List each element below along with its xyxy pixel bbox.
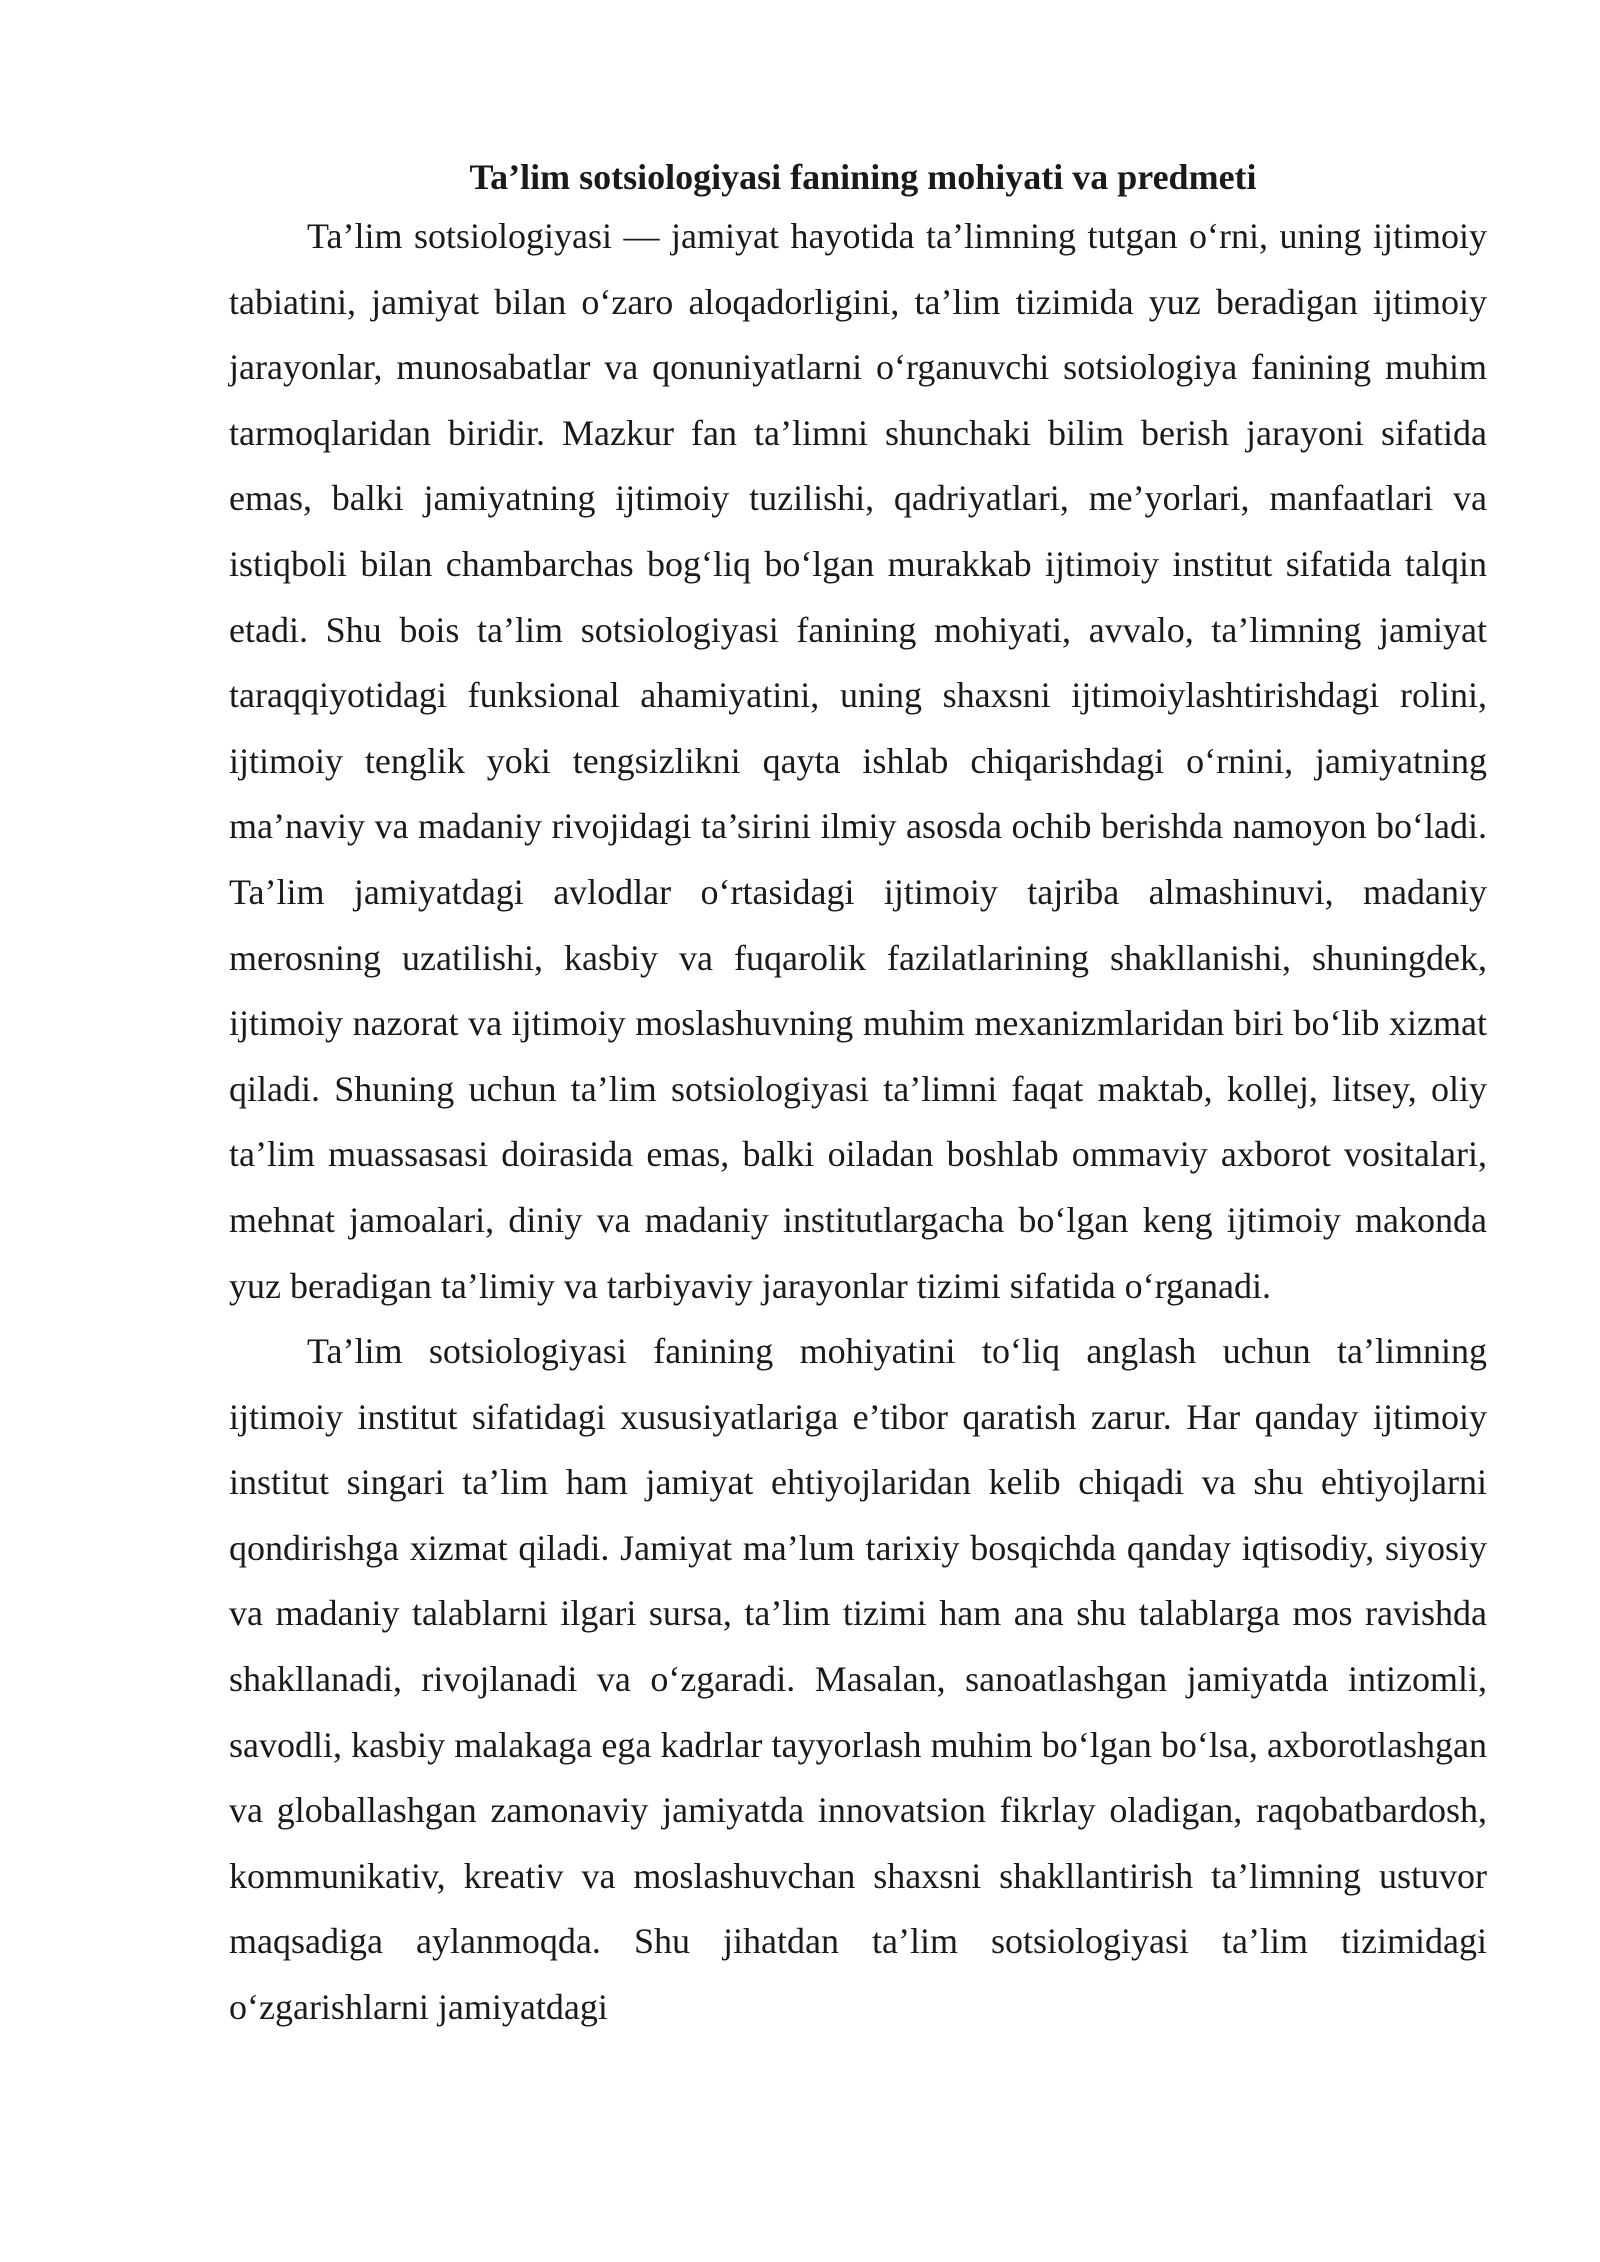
paragraph-2: Ta’lim sotsiologiyasi fanining mohiyatini to‘liq anglash uchun ta’limning ijtimoiy institut sifatidagi xususiyatlariga e’tibor qaratish zarur. Har qanday ijtimoiy institut singari ta’lim ham jamiyat ehtiyojlaridan kelib chiqadi va shu ehtiyojlarni qondirishga xizmat qiladi. Jamiyat ma’lum tarixiy bosqichda qanday iqtisodiy, siyosiy va madaniy talablarni ilgari sursa, ta’lim tizimi ham ana shu talablarga mos ravishda shakllanadi, rivojlanadi va o‘zgaradi. Masalan, sanoatlashgan jamiyatda intizomli, savodli, kasbiy malakaga ega kadrlar tayyorlash muhim bo‘lgan bo‘lsa, axborotlashgan va globallashgan zamonaviy jamiyatda innovatsion fikrlay oladigan, raqobatbardosh, kommunikativ, kreativ va moslashuvchan shaxsni shakllantirish ta’limning ustuvor maqsadiga aylanmoqda. Shu jihatdan ta’lim sotsiologiyasi ta’lim tizimidagi o‘zgarishlarni jamiyatdagi xyxy=(229,1331,1487,2028)
paragraph-1: Ta’lim sotsiologiyasi — jamiyat hayotida ta’limning tutgan o‘rni, uning ijtimoiy tabiatini, jamiyat bilan o‘zaro aloqadorligini, ta’lim tizimida yuz beradigan ijtimoiy jarayonlar, munosabatlar va qonuniyatlarni o‘rganuvchi sotsiologiya fanining muhim tarmoqlaridan biridir. Mazkur fan ta’limni shunchaki bilim berish jarayoni sifatida emas, balki jamiyatning ijtimoiy tuzilishi, qadriyatlari, me’yorlari, manfaatlari va istiqboli bilan chambarchas bog‘liq bo‘lgan murakkab ijtimoiy institut sifatida talqin etadi. Shu bois ta’lim sotsiologiyasi fanining mohiyati, avvalo, ta’limning jamiyat taraqqiyotidagi funksional ahamiyatini, uning shaxsni ijtimoiylashtirishdagi rolini, ijtimoiy tenglik yoki tengsizlikni qayta ishlab chiqarishdagi o‘rnini, jamiyatning ma’naviy va madaniy rivojidagi ta’sirini ilmiy asosda ochib berishda namoyon bo‘ladi. Ta’lim jamiyatdagi avlodlar o‘rtasidagi ijtimoiy tajriba almashinuvi, madaniy merosning uzatilishi, kasbiy va fuqarolik fazilatlarining shakllanishi, shuningdek, ijtimoiy nazorat va ijtimoiy moslashuvning muhim mexanizmlaridan biri bo‘lib xizmat qiladi. Shuning uchun ta’lim sotsiologiyasi ta’limni faqat maktab, kollej, litsey, oliy ta’lim muassasasi doirasida emas, balki oiladan boshlab ommaviy axborot vositalari, mehnat jamoalari, diniy va madaniy institutlargacha bo‘lgan keng ijtimoiy makonda yuz beradigan ta’limiy va tarbiyaviy jarayonlar tizimi sifatida o‘rganadi. xyxy=(229,216,1487,1306)
document-body xyxy=(229,150,1487,2041)
document-title: Ta’lim sotsiologiyasi fanining mohiyati va predmeti xyxy=(469,157,1257,197)
